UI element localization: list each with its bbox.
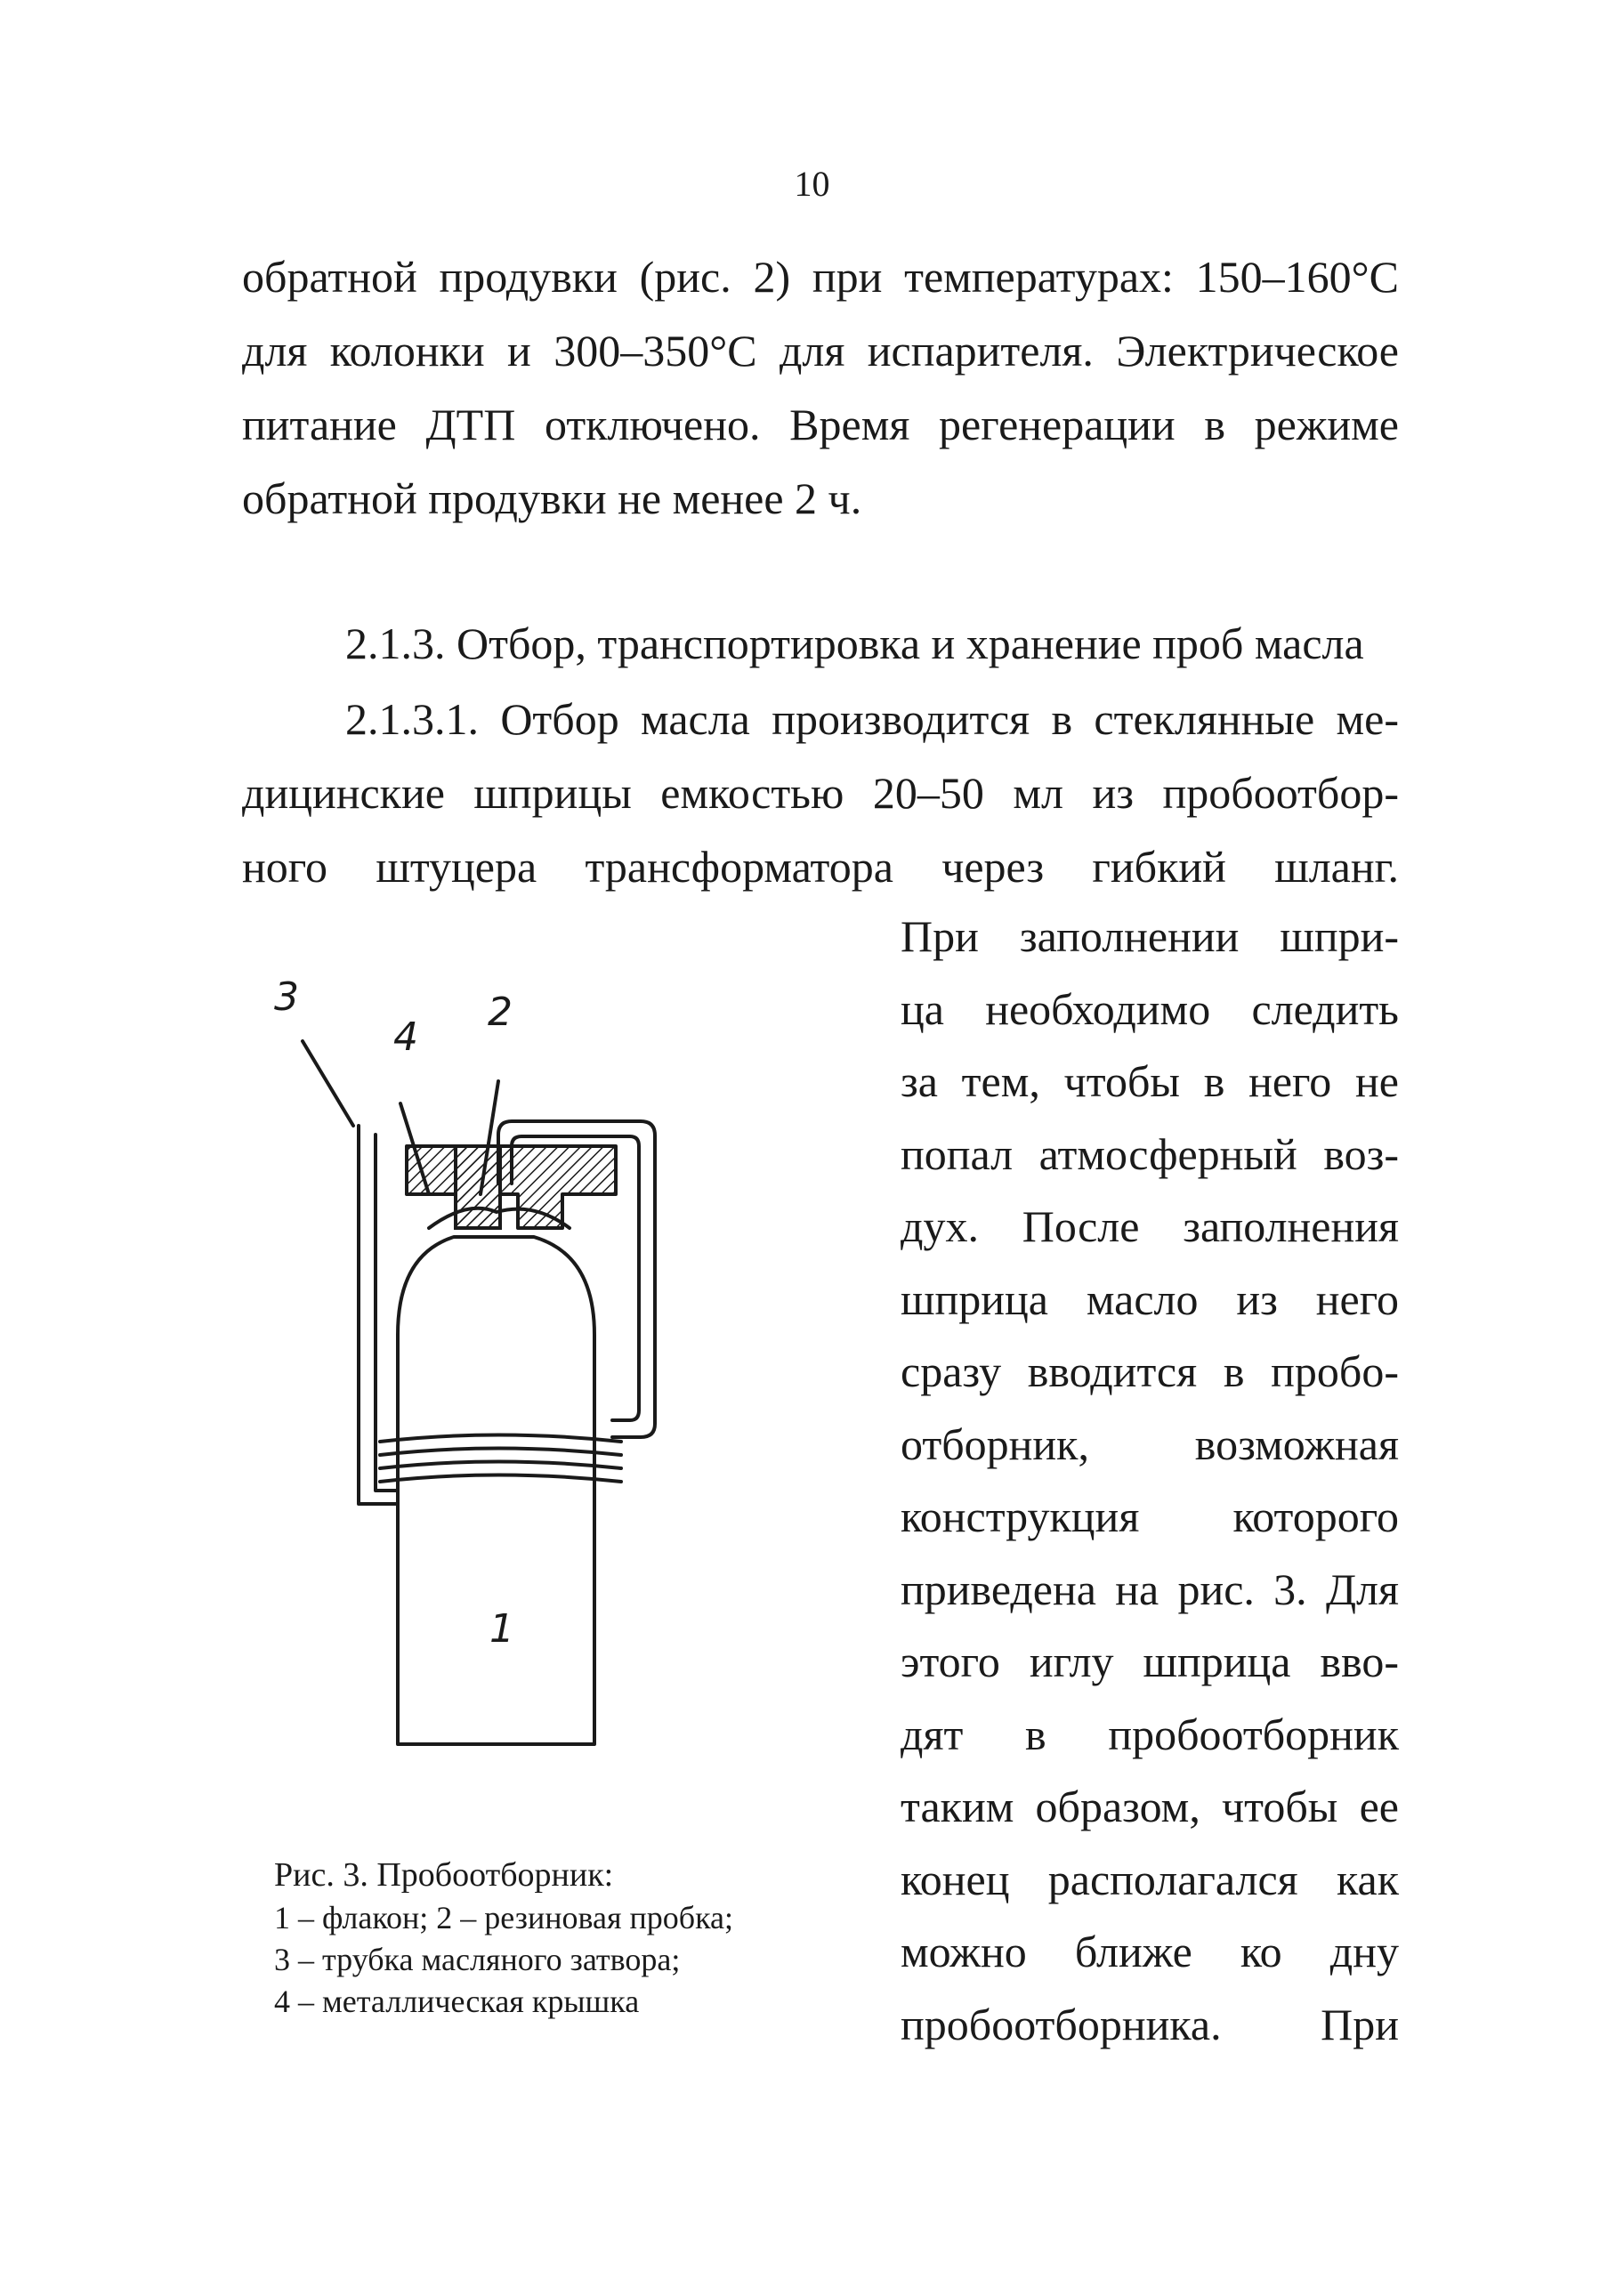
label-1: 1: [489, 1606, 514, 1652]
text-line: дух. После заполнения: [901, 1201, 1399, 1251]
text-line: за тем, чтобы в него не: [901, 1056, 1399, 1106]
text-line: ного штуцера трансформатора через гибкий шланг.: [242, 842, 1399, 892]
flask-band: [380, 1475, 621, 1483]
tube-left: [359, 1126, 398, 1504]
flask-band: [380, 1462, 621, 1469]
rubber-stopper: [456, 1146, 500, 1228]
caption-line: 4 – металлическая крышка: [274, 1984, 640, 2019]
text-line: отборник, возможная: [901, 1418, 1399, 1469]
text-line: пробоотборника. При: [901, 1999, 1399, 2049]
caption-line: 3 – трубка масляного затвора;: [274, 1942, 681, 1977]
text-line: 2.1.3.1. Отбор масла производится в стеклянные ме-: [345, 694, 1399, 744]
text-line: можно ближе ко дну: [901, 1927, 1399, 1976]
flask-band: [380, 1435, 621, 1442]
metal-cap: [407, 1146, 616, 1228]
text-line: При заполнении шпри-: [901, 911, 1399, 961]
text-line: конец располагался как: [901, 1854, 1399, 1904]
page-number: 10: [794, 164, 830, 204]
tube-left-inner: [376, 1135, 398, 1491]
flask-outline: [398, 1237, 594, 1744]
text-line: конструкция которого: [901, 1491, 1399, 1541]
text-line: дицинские шприцы емкостью 20–50 мл из пробоотбор-: [242, 768, 1399, 818]
text-line: обратной продувки (рис. 2) при температурах: 150–160°С: [242, 252, 1399, 302]
flask-band: [380, 1449, 621, 1456]
leader-3: [303, 1041, 353, 1126]
label-4: 4: [393, 1014, 418, 1060]
label-3: 3: [274, 974, 299, 1020]
text-line: питание ДТП отключено. Время регенерации в режиме: [242, 400, 1399, 449]
text-line: обратной продувки не менее 2 ч.: [242, 473, 862, 523]
sampler-figure: [267, 961, 694, 1789]
text-line: сразу вводится в пробо-: [901, 1346, 1399, 1396]
right-column-text: [901, 901, 1399, 2061]
section-heading: 2.1.3. Отбор, транспортировка и хранение проб масла: [345, 618, 1364, 668]
sampler-diagram: [267, 961, 694, 1789]
text-line: шприца масло из него: [901, 1273, 1399, 1324]
text-line: дят в пробоотборник: [901, 1709, 1399, 1759]
caption-title: Рис. 3. Пробоотборник:: [274, 1856, 614, 1894]
text-line: ца необходимо следить: [901, 983, 1399, 1034]
text-line: таким образом, чтобы ее: [901, 1782, 1399, 1831]
intro-paragraph: [242, 240, 1399, 536]
caption-line: 1 – флакон; 2 – резиновая пробка;: [274, 1900, 734, 1935]
label-2: 2: [488, 990, 513, 1035]
text-line: для колонки и 300–350°С для испарителя. Электрическое: [242, 326, 1399, 376]
text-line: попал атмосферный воз-: [901, 1128, 1399, 1179]
figure-caption: [274, 1853, 897, 2023]
text-line: приведена на рис. 3. Для: [901, 1564, 1399, 1614]
section-paragraph: [242, 683, 1399, 904]
text-line: этого иглу шприца вво-: [901, 1636, 1399, 1686]
